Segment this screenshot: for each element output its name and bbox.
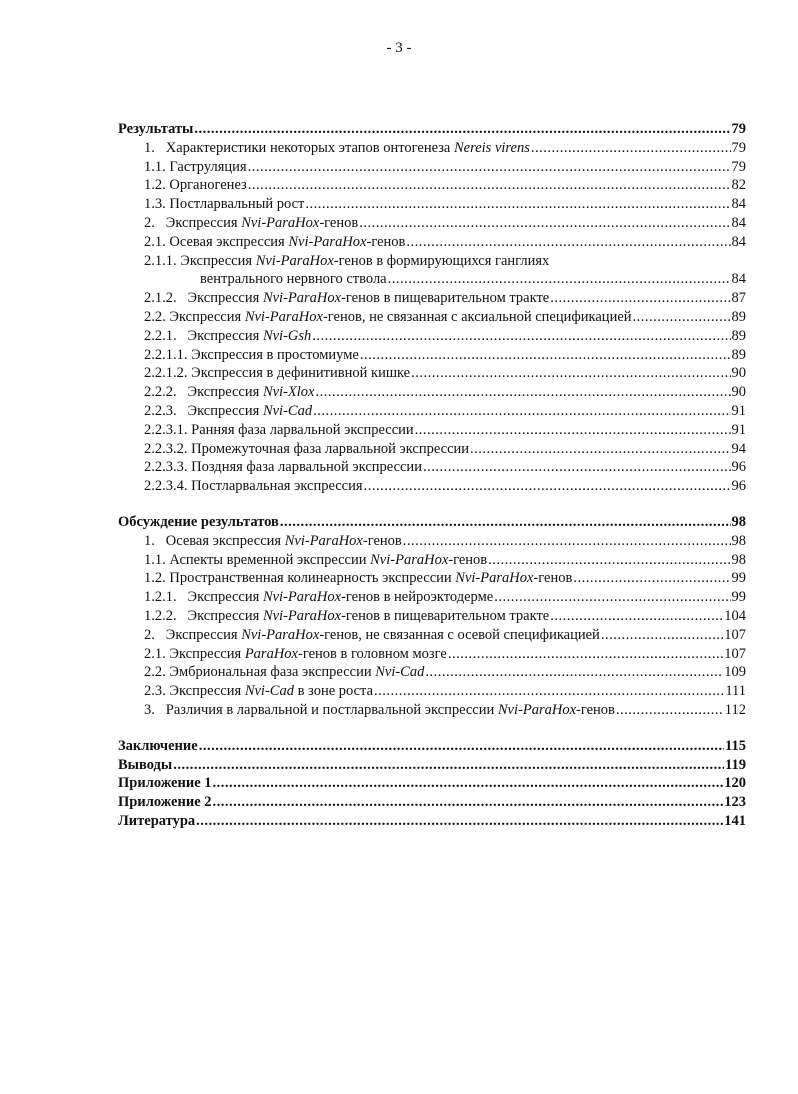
- toc-entry-number: 3.: [144, 701, 155, 718]
- toc-entry-text: Аспекты временной экспрессии: [169, 551, 371, 568]
- toc-entry-text-suffix: -генов: [366, 233, 406, 250]
- toc-page: 84: [731, 271, 746, 288]
- toc-entry-number: 2.1.1.: [144, 252, 177, 269]
- dot-leader: [470, 440, 730, 459]
- toc-entry-text-suffix: в зоне роста: [293, 683, 374, 700]
- toc-entry-italic: Nvi-ParaHox: [262, 290, 342, 307]
- dot-leader: [411, 364, 730, 383]
- toc-entry-text: Характеристики некоторых этапов онтогенеза: [165, 139, 454, 156]
- toc-entry-number: 2.2.2.: [144, 384, 177, 401]
- dot-leader: [315, 383, 730, 402]
- toc-entry-text: Экспрессия: [187, 327, 263, 344]
- dot-leader: [313, 402, 730, 421]
- dot-leader: [312, 327, 730, 346]
- dot-leader: [359, 214, 730, 233]
- toc-entry-number: 2.: [144, 214, 155, 231]
- toc-entry-text: Экспрессия: [187, 290, 263, 307]
- toc-entry[interactable]: [118, 626, 746, 645]
- toc-entry-text: Гаструляция: [169, 158, 247, 175]
- toc-entry-number: 1.2.1.: [144, 589, 177, 606]
- dot-leader: [423, 458, 731, 477]
- toc-entry-text-suffix: -генов в формирующихся ганглиях: [333, 252, 550, 269]
- toc-entry-text: Постларвальный рост: [169, 196, 305, 213]
- toc-page: 107: [724, 626, 746, 643]
- toc-entry-number: 2.2.1.1.: [144, 346, 188, 363]
- toc-entry-text: Ранняя фаза ларвальной экспрессии: [191, 421, 414, 438]
- toc-heading-conclusion[interactable]: [118, 737, 746, 756]
- dot-leader: [360, 346, 731, 365]
- toc-entry-italic: Nereis virens: [454, 139, 530, 156]
- toc-entry[interactable]: [118, 569, 746, 588]
- toc-entry[interactable]: [118, 158, 746, 177]
- toc-entry[interactable]: [118, 701, 746, 720]
- dot-leader: [194, 120, 730, 139]
- toc-page: 89: [731, 346, 746, 363]
- toc-entry-italic: Nvi-ParaHox: [241, 214, 320, 231]
- toc-entry[interactable]: [118, 383, 746, 402]
- toc-entry[interactable]: [118, 440, 746, 459]
- dot-leader: [213, 774, 724, 793]
- toc-entry[interactable]: [118, 402, 746, 421]
- toc-page: 94: [731, 440, 746, 457]
- toc-entry[interactable]: [118, 682, 746, 701]
- toc-entry-text: Экспрессия: [180, 252, 256, 269]
- toc-entry-italic: Nvi-ParaHox: [455, 570, 534, 587]
- toc-entry-italic: Nvi-Cad: [375, 664, 425, 681]
- toc-entry[interactable]: [118, 645, 746, 664]
- toc-entry[interactable]: [118, 214, 746, 233]
- toc-entry[interactable]: [118, 346, 746, 365]
- toc-entry-text-suffix: -генов в головном мозге: [297, 645, 447, 662]
- toc-page: 141: [724, 812, 746, 829]
- toc-entry-number: 1.: [144, 139, 155, 156]
- dot-leader: [531, 139, 731, 158]
- toc-entry[interactable]: [118, 663, 746, 682]
- toc-entry[interactable]: [118, 139, 746, 158]
- toc-heading-title: Заключение: [118, 737, 198, 754]
- toc-entry-number: 2.1.: [144, 645, 166, 662]
- toc-entry[interactable]: [118, 176, 746, 195]
- toc-entry-italic: Nvi-ParaHox: [244, 308, 323, 325]
- dot-leader: [550, 289, 730, 308]
- toc-entry-number: 2.2.3.3.: [144, 459, 188, 476]
- toc-page: 112: [724, 701, 746, 718]
- dot-leader: [248, 176, 731, 195]
- dot-leader: [173, 756, 724, 775]
- toc-entry-number: 2.2.3.: [144, 402, 177, 419]
- toc-entry-number: 1.2.: [144, 570, 166, 587]
- toc-entry-text: Осевая экспрессия: [165, 532, 285, 549]
- toc-entry-text: Экспрессия в простомиуме: [191, 346, 359, 363]
- toc-entry[interactable]: [118, 532, 746, 551]
- toc-entry-number: 2.2.: [144, 308, 166, 325]
- dot-leader: [196, 812, 723, 831]
- toc-entry-italic: Nvi-Cad: [262, 402, 313, 419]
- toc-entry[interactable]: [118, 607, 746, 626]
- toc-heading-discussion[interactable]: [118, 513, 746, 532]
- toc-entry-text: Экспрессия: [165, 214, 242, 231]
- toc-page: 107: [724, 645, 746, 662]
- toc-page: 82: [731, 177, 746, 194]
- toc-entry[interactable]: [118, 252, 746, 290]
- toc-page: 90: [731, 365, 746, 382]
- toc-entry-italic: ParaHox: [244, 645, 298, 662]
- toc-entry-text-suffix: -генов в нейроэктодерме: [341, 589, 494, 606]
- toc-entry-text: Экспрессия: [169, 645, 245, 662]
- toc-entry-italic: Nvi-ParaHox: [284, 532, 363, 549]
- toc-entry-number: 2.2.3.2.: [144, 440, 188, 457]
- dot-leader: [199, 737, 724, 756]
- toc-entry-text-suffix: -генов: [448, 551, 488, 568]
- toc-page: 119: [725, 756, 746, 773]
- toc-page: 111: [725, 683, 746, 700]
- toc-entry-text-suffix: -генов: [319, 214, 359, 231]
- toc-heading-title: Обсуждение результатов: [118, 513, 279, 530]
- toc-entry-text: Экспрессия: [187, 384, 263, 401]
- toc-entry-italic: Nvi-ParaHox: [370, 551, 449, 568]
- toc-entry[interactable]: [118, 551, 746, 570]
- toc-entry-number: 1.1.: [144, 158, 166, 175]
- toc-entry[interactable]: [118, 477, 746, 496]
- toc-page: 84: [731, 196, 746, 213]
- toc-entry-italic: Nvi-ParaHox: [262, 607, 342, 624]
- toc-page: 89: [731, 308, 746, 325]
- toc-entry-text-suffix: -генов, не связанная с аксиальной спецификацией: [322, 308, 632, 325]
- toc-page: 79: [731, 158, 746, 175]
- toc-page: 84: [731, 214, 746, 231]
- dot-leader: [388, 270, 731, 289]
- toc-entry-text: Экспрессия в дефинитивной кишке: [191, 365, 411, 382]
- toc-entry-number: 2.2.3.4.: [144, 478, 188, 495]
- toc-entry-text-line2: вентрального нервного ствола: [200, 271, 387, 288]
- toc-page: 79: [731, 121, 746, 137]
- toc-heading-results[interactable]: [118, 120, 746, 139]
- toc-entry-number: 2.: [144, 626, 155, 643]
- toc-page: 79: [731, 139, 746, 156]
- dot-leader: [616, 701, 724, 720]
- toc-page: 98: [731, 513, 746, 530]
- toc-entry-number: 2.2.1.2.: [144, 365, 188, 382]
- toc-entry-number: 1.2.: [144, 177, 166, 194]
- toc-entry-italic: Nvi-Xlox: [262, 384, 315, 401]
- dot-leader: [305, 195, 730, 214]
- toc-entry-italic: Nvi-Cad: [244, 683, 294, 700]
- dot-leader: [425, 663, 723, 682]
- toc-page: 99: [731, 570, 746, 587]
- toc-entry[interactable]: [118, 289, 746, 308]
- toc-entry-number: 2.3.: [144, 683, 166, 700]
- toc-heading-appendix-1[interactable]: [118, 774, 746, 793]
- dot-leader: [213, 793, 724, 812]
- toc-entry-italic: Nvi-ParaHox: [497, 701, 577, 718]
- dot-leader: [406, 233, 730, 252]
- toc-entry-text: Экспрессия: [187, 402, 263, 419]
- dot-leader: [550, 607, 723, 626]
- toc-entry-number: 1.1.: [144, 551, 166, 568]
- toc-entry[interactable]: [118, 588, 746, 607]
- dot-leader: [488, 551, 730, 570]
- toc-entry[interactable]: [118, 421, 746, 440]
- toc-entry-italic: Nvi-ParaHox: [255, 252, 334, 269]
- toc-entry-number: 1.2.2.: [144, 607, 177, 624]
- dot-leader: [573, 569, 730, 588]
- toc-entry-text: Промежуточная фаза ларвальной экспрессии: [191, 440, 470, 457]
- toc-entry-number: 2.2.1.: [144, 327, 177, 344]
- toc-entry-text: Осевая экспрессия: [169, 233, 289, 250]
- toc-page: 104: [724, 607, 746, 624]
- toc-page: 123: [724, 794, 746, 811]
- dot-leader: [415, 421, 731, 440]
- toc-page: 99: [731, 589, 746, 606]
- toc-entry-number: 2.2.: [144, 664, 166, 681]
- dot-leader: [601, 626, 723, 645]
- dot-leader: [403, 532, 731, 551]
- toc-heading-findings[interactable]: [118, 756, 746, 775]
- toc-entry-text-suffix: -генов, не связанная с осевой спецификацией: [319, 626, 600, 643]
- toc-entry-text: Поздняя фаза ларвальной экспрессии: [191, 459, 422, 476]
- toc-page: 89: [731, 327, 746, 344]
- toc-page: 98: [731, 551, 746, 568]
- toc-heading-appendix-2[interactable]: [118, 793, 746, 812]
- page-number: - 3 -: [386, 40, 412, 56]
- toc-page: 115: [725, 737, 746, 754]
- toc-entry-number: 2.1.: [144, 233, 166, 250]
- toc-entry-text: Постларвальная экспрессия: [191, 478, 363, 495]
- toc-page: 90: [731, 384, 746, 401]
- toc-page: 109: [724, 664, 746, 681]
- spacer: [118, 720, 746, 737]
- toc-page: 96: [731, 459, 746, 476]
- toc-entry-text: Экспрессия: [169, 683, 245, 700]
- toc-entry-italic: Nvi-ParaHox: [262, 589, 342, 606]
- toc-entry[interactable]: [118, 364, 746, 383]
- table-of-contents: [118, 120, 746, 831]
- toc-entry-text-suffix: -генов: [362, 532, 402, 549]
- toc-heading-title: Приложение 1: [118, 775, 212, 792]
- toc-entry[interactable]: [118, 195, 746, 214]
- toc-entry-number: 2.1.2.: [144, 290, 177, 307]
- toc-page: 87: [731, 290, 746, 307]
- toc-entry[interactable]: [118, 327, 746, 346]
- toc-entry-text: Экспрессия: [169, 308, 245, 325]
- toc-entry-text: Пространственная колинеарность экспрессии: [169, 570, 456, 587]
- toc-entry-text: Органогенез: [169, 177, 247, 194]
- spacer: [118, 496, 746, 513]
- dot-leader: [633, 308, 731, 327]
- toc-entry-italic: Nvi-ParaHox: [241, 626, 320, 643]
- toc-entry-text-suffix: -генов в пищеварительном тракте: [341, 607, 550, 624]
- toc-entry-number: 2.2.3.1.: [144, 421, 188, 438]
- dot-leader: [280, 513, 731, 532]
- toc-page: 91: [731, 402, 746, 419]
- toc-entry-number: 1.3.: [144, 196, 166, 213]
- toc-heading-title: Приложение 2: [118, 794, 212, 811]
- toc-page: 96: [731, 478, 746, 495]
- toc-entry-italic: Nvi-ParaHox: [288, 233, 367, 250]
- dot-leader: [248, 158, 731, 177]
- toc-entry-text: Эмбриональная фаза экспрессии: [169, 664, 376, 681]
- toc-page: 91: [731, 421, 746, 438]
- toc-heading-literature[interactable]: [118, 812, 746, 831]
- dot-leader: [364, 477, 731, 496]
- toc-heading-title: Выводы: [118, 756, 173, 773]
- toc-entry[interactable]: [118, 233, 746, 252]
- dot-leader: [448, 645, 723, 664]
- toc-entry-text-suffix: -генов: [576, 701, 615, 718]
- dot-leader: [374, 682, 724, 701]
- toc-entry-text-suffix: -генов в пищеварительном тракте: [341, 290, 550, 307]
- toc-page: 120: [724, 775, 746, 792]
- toc-heading-title: Результаты: [118, 121, 194, 137]
- toc-entry-text-suffix: -генов: [533, 570, 573, 587]
- dot-leader: [494, 588, 730, 607]
- toc-page: 84: [731, 233, 746, 250]
- toc-page: 98: [731, 532, 746, 549]
- toc-entry-text: Экспрессия: [165, 626, 242, 643]
- toc-entry[interactable]: [118, 308, 746, 327]
- toc-entry[interactable]: [118, 458, 746, 477]
- toc-entry-text: Экспрессия: [187, 607, 263, 624]
- toc-entry-italic: Nvi-Gsh: [262, 327, 312, 344]
- toc-entry-number: 1.: [144, 532, 155, 549]
- toc-heading-title: Литература: [118, 812, 196, 829]
- toc-entry-text: Экспрессия: [187, 589, 263, 606]
- toc-entry-text: Различия в ларвальной и постларвальной экспрессии: [165, 701, 498, 718]
